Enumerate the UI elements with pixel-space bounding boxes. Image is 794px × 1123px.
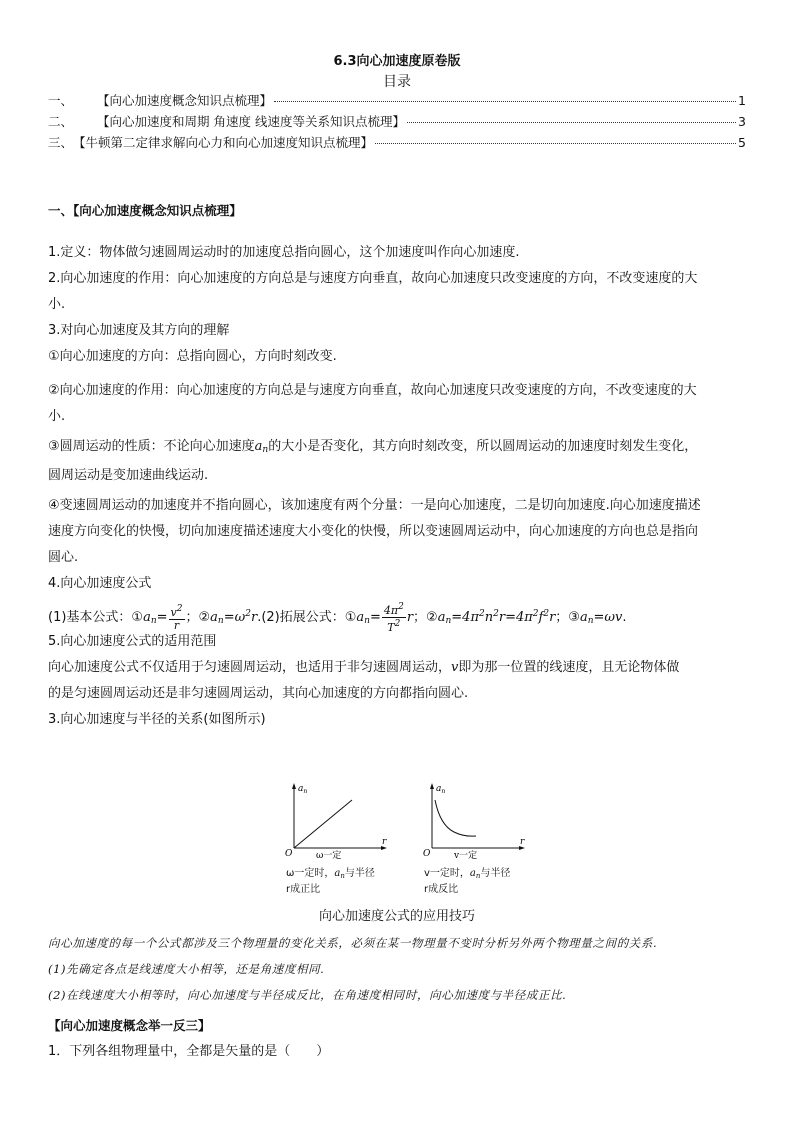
text-span: 与半径 [480,868,511,879]
paragraph-formula-head: 4.向心加速度公式 [48,576,152,591]
text-span: ；③ [555,610,580,625]
inverse-curve [435,800,476,836]
caption-line: r成正比 [286,884,321,895]
formula-line: (1)基本公式：$①a_n=$ $\frac{v^2}{r}$ ；$②a_n=\omega^2r.(2)$拓展公式：$①a_n=$ $\frac{4\pi^2}{T^2}$ r；$②a_n=4\pi^2n^2r=4\pi^2f^2r$；$③a_n=\omega v$. [48,602,627,634]
document-title: 6.3向心加速度原卷版 [333,54,461,69]
point-variable-cont2: 圆心. [48,550,79,565]
text-span: .(2)拓展公式：① [257,610,357,625]
y-axis-arrow [430,783,434,789]
linear-curve [294,800,352,848]
toc-entry-page: 3 [738,114,746,129]
toc-entry-page: 1 [738,93,746,108]
point-nature [48,434,752,463]
paragraph-radius-relation: 3.向心加速度与半径的关系(如图所示) [48,712,266,727]
y-axis-label: $a_n$ [298,784,308,795]
toc-entry-num: 二、 [48,114,74,129]
toc-entry-num: 一、 [48,93,74,108]
toc-heading: 目录 [383,74,411,90]
toc-entry-text: 【牛顿第二定律求解向心力和向心加速度知识点梳理】 [73,135,374,150]
y-axis-arrow [292,783,296,789]
point-direction: ①向心加速度的方向：总指向圆心，方向时刻改变. [48,349,337,364]
text-span: ω一定时， [286,868,335,879]
origin-label: O [423,849,431,859]
origin-label: O [285,849,293,859]
point-nature-cont: 圆周运动是变加速曲线运动. [48,468,209,483]
paragraph-scope: 向心加速度公式不仅适用于匀速圆周运动，也适用于非匀速圆周运动，v即为那一位置的线速度，且无论物体做 [48,660,680,675]
graph-omega-constant [282,780,392,860]
caption-line: ω一定时，$a_n$与半径 [286,868,375,880]
point-variable: ④变速圆周运动的加速度并不指向圆心，该加速度有两个分量：一是向心加速度，二是切向加速度.向心加速度描述 [48,498,701,513]
toc-entry-1[interactable] [48,91,746,111]
graph-v-constant [420,780,530,860]
text-span: ③圆周运动的性质：不论向心加速度 [48,439,255,454]
toc-entry-3[interactable] [48,133,746,153]
point-effect: ②向心加速度的作用：向心加速度的方向总是与速度方向垂直，故向心加速度只改变速度的方向，不改变速度的大 [48,383,697,398]
paragraph-definition: 1.定义：物体做匀速圆周运动时的加速度总指向圆心，这个加速度叫作向心加速度. [48,245,520,260]
graph-condition-label: ω一定 [316,851,342,860]
tip-intro: 向心加速度的每一个公式都涉及三个物理量的变化关系，必须在某一物理量不变时分析另外两个物理量之间的关系. [48,936,658,950]
text-span: ；② [413,610,438,625]
point-effect-cont: 小. [48,409,66,424]
caption-line: v一定时，$a_n$与半径 [424,868,511,880]
point-variable-cont1: 速度方向变化的快慢，切向加速度描述速度大小变化的快慢，所以变速圆周运动中，向心加速度的方向也总是指向 [48,524,699,539]
question-1: 1．下列各组物理量中，全都是矢量的是（ ） [48,1044,330,1059]
formula-fraction: $\frac{v^2}{r}$ [170,604,183,632]
graph-left-caption [286,867,375,896]
toc-entry-text: 【向心加速度概念知识点梳理】 [97,93,273,108]
text-span: v一定时， [424,868,470,879]
toc-leader [407,122,736,123]
section-heading: 一、【向心加速度概念知识点梳理】 [48,203,242,218]
text-span: 向心加速度公式不仅适用于匀速圆周运动，也适用于非匀速圆周运动， [48,660,452,675]
section-body [48,240,752,733]
x-axis-label: r [520,837,525,847]
caption-line: r成反比 [424,884,459,895]
graph-condition-label: v一定 [454,851,478,860]
symbol-an: $a_n$ [254,439,269,455]
toc-leader [274,101,736,102]
paragraph-scope-cont: 的是匀速圆周运动还是非匀速圆周运动，其向心加速度的方向都指向圆心. [48,686,469,701]
text-span: 与半径 [344,868,375,879]
tips-body [48,930,758,1008]
paragraph-understanding: 3.对向心加速度及其方向的理解 [48,323,230,338]
toc-entry-text: 【向心加速度和周期 角速度 线速度等关系知识点梳理】 [97,114,405,129]
text-span: ；② [185,610,211,625]
toc-leader [375,143,736,144]
formula-fraction: $\frac{4\pi^2}{T^2}$ [383,602,404,634]
toc-entry-num: 三、 [48,135,74,150]
x-axis-label: r [382,837,387,847]
text-span: 的大小是否变化，其方向时刻改变，所以圆周运动的加速度时刻发生变化， [268,439,698,454]
text-span: (1)基本公式：① [48,610,144,625]
toc-entry-page: 5 [738,135,746,150]
practice-heading: 【向心加速度概念举一反三】 [48,1018,211,1033]
tip-2: (2)在线速度大小相等时，向心加速度与半径成反比，在角速度相同时，向心加速度与半径成正比. [48,988,567,1002]
graph-right-caption [424,867,510,896]
tips-heading: 向心加速度公式的应用技巧 [318,909,475,924]
toc-entry-2[interactable] [48,112,746,132]
text-span: 即为那一位置的线速度，且无论物体做 [458,660,680,675]
paragraph-role-cont: 小. [48,297,66,312]
y-axis-label: $a_n$ [436,784,446,795]
tip-1: (1)先确定各点是线速度大小相等，还是角速度相同. [48,962,325,976]
paragraph-scope-head: 5.向心加速度公式的适用范围 [48,634,217,649]
paragraph-role: 2.向心加速度的作用：向心加速度的方向总是与速度方向垂直，故向心加速度只改变速度的方向，不改变速度的大 [48,271,698,286]
